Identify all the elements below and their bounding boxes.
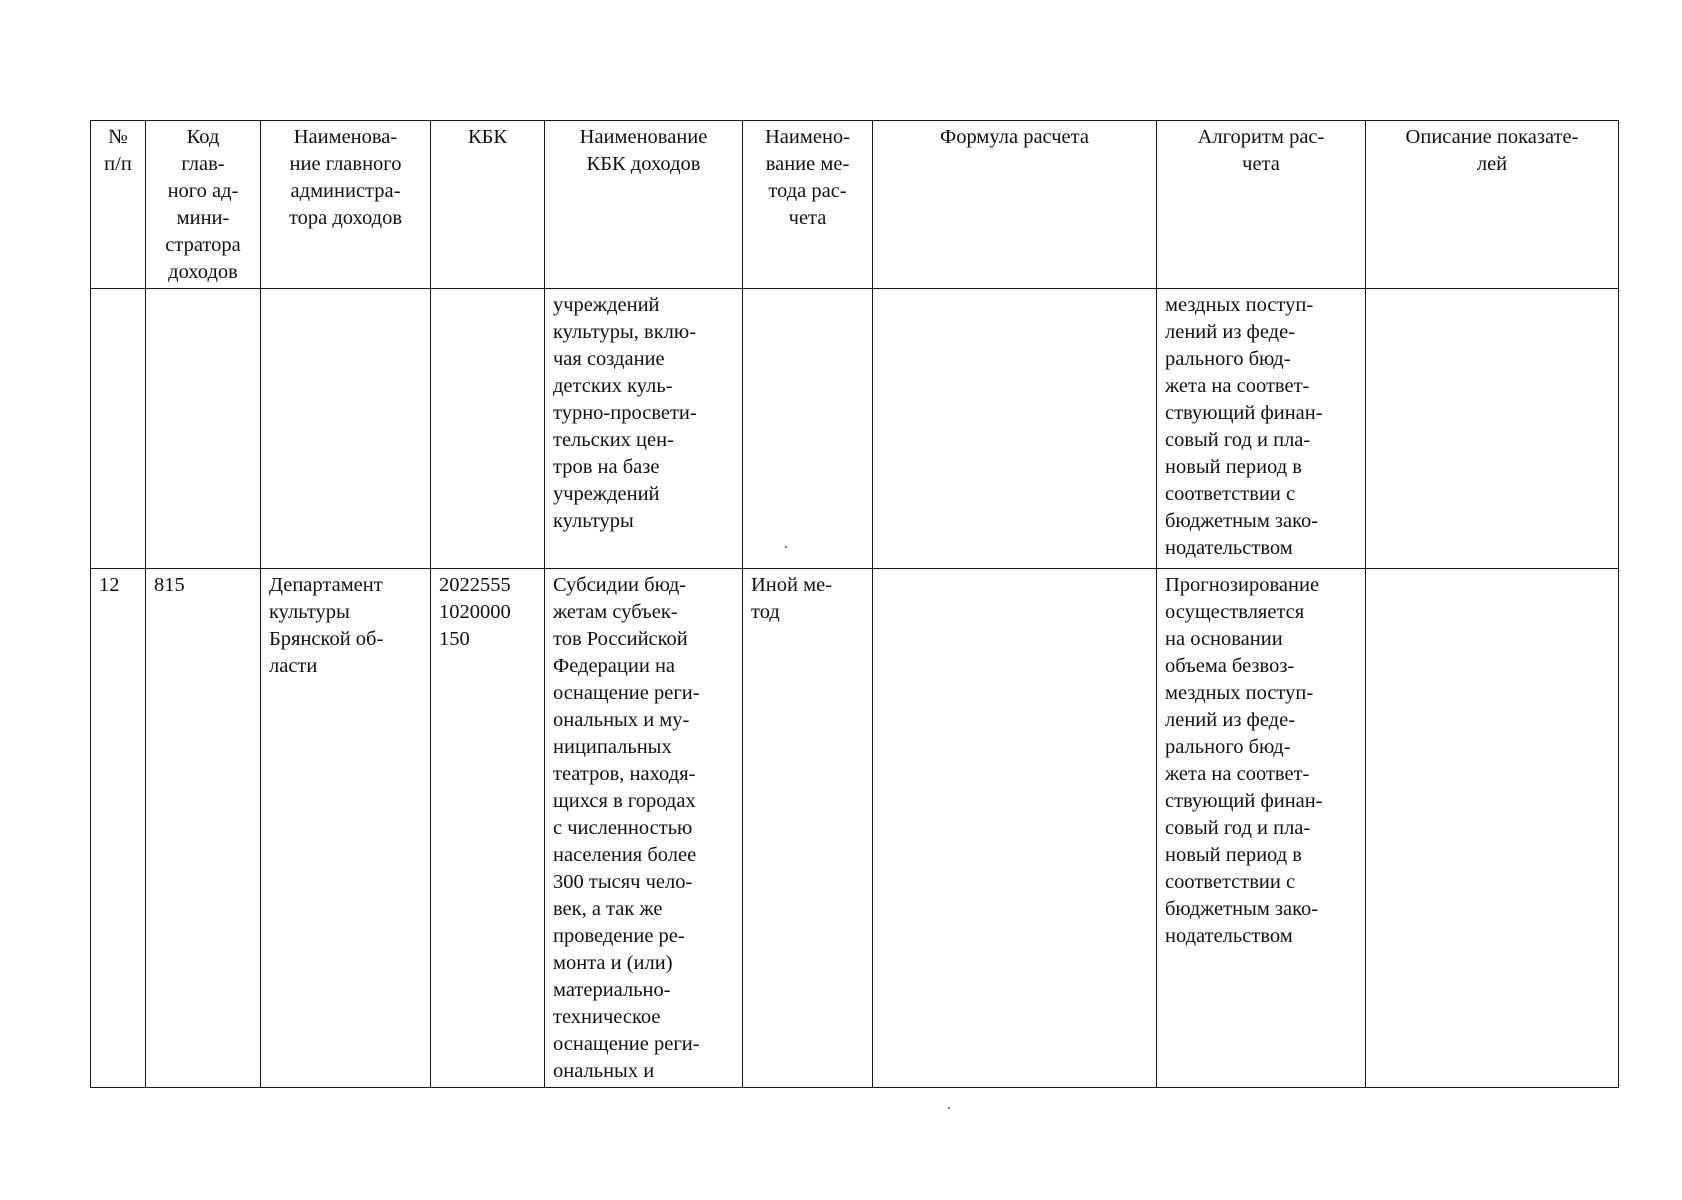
cell-kbk: 2022555 1020000 150	[431, 569, 545, 1088]
cell-kbk	[431, 289, 545, 569]
header-number: № п/п	[91, 121, 146, 289]
cell-method	[743, 289, 873, 569]
table-row	[91, 289, 1619, 569]
scan-speck	[785, 546, 787, 548]
table-header-row	[91, 121, 1619, 289]
cell-description	[1366, 289, 1619, 569]
cell-method: Иной ме- тод	[743, 569, 873, 1088]
header-kbk-name: Наименование КБК доходов	[545, 121, 743, 289]
cell-formula	[873, 569, 1157, 1088]
cell-admin-name	[261, 289, 431, 569]
cell-algorithm: Прогнозирование осуществляется на основании объема безвоз- мездных поступ- лений из феде- рального бюд- жета на соответ- ствующий финан- совый год и пла- новый период в соответствии с бюджетным зако- нодательством	[1157, 569, 1366, 1088]
cell-admin-code: 815	[146, 569, 261, 1088]
cell-algorithm: мездных поступ- лений из феде- рального бюд- жета на соответ- ствующий финан- совый год и пла- новый период в соответствии с бюджетным зако- нодательством	[1157, 289, 1366, 569]
cell-number: 12	[91, 569, 146, 1088]
header-description: Описание показате- лей	[1366, 121, 1619, 289]
cell-kbk-name: учреждений культуры, вклю- чая создание детских куль- турно-просвети- тельских цен- тров на базе учреждений культуры	[545, 289, 743, 569]
header-admin-name: Наименова- ние главного администра- тора доходов	[261, 121, 431, 289]
header-formula: Формула расчета	[873, 121, 1157, 289]
cell-admin-code	[146, 289, 261, 569]
header-admin-code: Код глав- ного ад- мини- стратора доходов	[146, 121, 261, 289]
cell-formula	[873, 289, 1157, 569]
table-row	[91, 569, 1619, 1088]
cell-number	[91, 289, 146, 569]
cell-description	[1366, 569, 1619, 1088]
header-kbk: КБК	[431, 121, 545, 289]
cell-admin-name: Департамент культуры Брянской об- ласти	[261, 569, 431, 1088]
header-method: Наимено- вание ме- тода рас- чета	[743, 121, 873, 289]
header-algorithm: Алгоритм рас- чета	[1157, 121, 1366, 289]
cell-kbk-name: Субсидии бюд- жетам субъек- тов Российской Федерации на оснащение реги- ональных и му- ниципальных театров, находя- щихся в городах с численностью населения более 300 тысяч чело- век, а так же проведение ре- монта и (или) материально- техническое оснащение реги- ональных и	[545, 569, 743, 1088]
revenue-methods-table	[90, 120, 1619, 1088]
scan-speck	[948, 1107, 950, 1109]
